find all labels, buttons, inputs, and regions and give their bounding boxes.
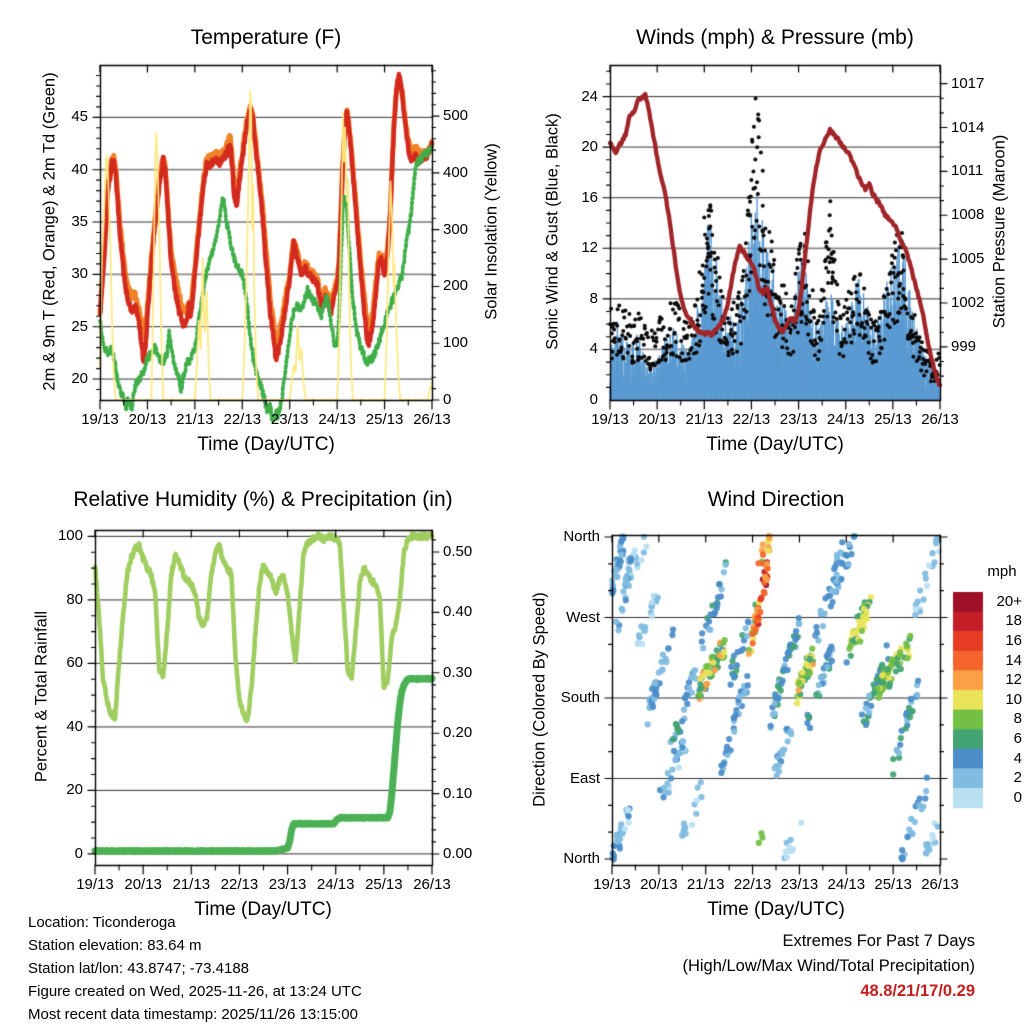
temperature-y-tick-label: 35 <box>71 213 88 231</box>
winds-x-tick-label: 24/13 <box>826 411 865 428</box>
pressure-y-tick-label: 1008 <box>951 206 985 224</box>
temperature-y-tick-label: 25 <box>71 317 88 335</box>
precip-y-tick-label: 0.50 <box>443 543 473 560</box>
pressure-y-axis-title: Station Pressure (Maroon) <box>990 134 1009 329</box>
wind-direction-x-tick-label: 24/13 <box>827 876 866 893</box>
wind-y-tick-label: 8 <box>589 289 598 307</box>
winds-x-tick-label: 23/13 <box>779 411 818 428</box>
winds-x-tick-label: 19/13 <box>591 411 629 428</box>
humidity-y-tick-label: 20 <box>66 781 83 799</box>
winds-x-tick-label: 26/13 <box>921 411 959 428</box>
solar-y-tick-label: 500 <box>443 107 469 125</box>
colorbar-tick-label: 2 <box>1013 769 1022 787</box>
humidity-x-axis-title: Time (Day/UTC) <box>194 899 332 920</box>
solar-y-tick-label: 400 <box>443 163 469 181</box>
winds-x-tick-label: 22/13 <box>732 411 771 428</box>
humidity-y-axis-title: Percent & Total Rainfall <box>32 610 51 783</box>
humidity-y-tick-label: 40 <box>66 717 83 735</box>
colorbar-tick-label: 4 <box>1013 749 1022 767</box>
direction-y-tick-label: West <box>566 608 600 626</box>
precip-y-tick-label: 0.00 <box>443 845 473 862</box>
colorbar-tick-label: 6 <box>1013 730 1022 747</box>
temperature-x-tick-label: 24/13 <box>318 411 356 428</box>
precip-y-tick-label: 0.30 <box>443 663 473 681</box>
wind-y-tick-label: 12 <box>581 239 598 257</box>
temperature-x-tick-label: 22/13 <box>223 411 262 428</box>
extremes-title: Extremes For Past 7 Days <box>782 932 975 950</box>
humidity-x-tick-label: 19/13 <box>76 876 114 893</box>
wind-direction-x-tick-label: 23/13 <box>780 876 819 893</box>
wind-y-tick-label: 24 <box>581 87 598 105</box>
winds-x-tick-label: 25/13 <box>874 411 912 428</box>
humidity-x-tick-label: 26/13 <box>413 876 451 893</box>
wind-direction-chart-title: Wind Direction <box>707 488 845 511</box>
direction-y-tick-label: South <box>560 689 600 706</box>
solar-y-tick-label: 100 <box>443 334 469 352</box>
colorbar-units-label: mph <box>987 563 1017 580</box>
pressure-y-tick-label: 1014 <box>951 118 985 136</box>
direction-y-tick-label: North <box>563 528 600 545</box>
station-location-text: Location: Ticonderoga <box>28 914 176 931</box>
wind-y-tick-label: 20 <box>581 138 598 156</box>
direction-y-tick-label: East <box>569 769 600 787</box>
humidity-x-tick-label: 20/13 <box>124 876 162 893</box>
winds-x-axis-title: Time (Day/UTC) <box>706 434 844 455</box>
pressure-y-tick-label: 1017 <box>951 74 985 92</box>
colorbar-tick-label: 16 <box>1005 632 1022 649</box>
colorbar-tick-label: 10 <box>1005 690 1022 708</box>
wind-direction-x-tick-label: 21/13 <box>686 876 725 893</box>
temperature-x-tick-label: 23/13 <box>270 411 309 428</box>
solar-y-tick-label: 0 <box>443 391 452 408</box>
humidity-x-tick-label: 25/13 <box>365 876 403 893</box>
pressure-y-tick-label: 1011 <box>951 162 984 180</box>
colorbar-tick-label: 20+ <box>996 592 1022 610</box>
precip-y-tick-label: 0.40 <box>443 603 473 621</box>
colorbar-tick-label: 8 <box>1013 710 1022 728</box>
data-timestamp-text: Most recent data timestamp: 2025/11/26 13:15:00 <box>28 1006 358 1023</box>
solar-y-tick-label: 300 <box>443 220 469 238</box>
temperature-x-tick-label: 19/13 <box>81 411 119 428</box>
winds-pressure-chart-title: Winds (mph) & Pressure (mb) <box>636 26 914 49</box>
humidity-precip-chart-title: Relative Humidity (%) & Precipitation (in) <box>73 488 453 511</box>
humidity-y-tick-label: 60 <box>66 654 83 672</box>
winds-x-tick-label: 20/13 <box>638 411 676 428</box>
temperature-y-tick-label: 30 <box>71 265 88 283</box>
pressure-y-tick-label: 999 <box>951 337 977 355</box>
temperature-y-axis-title: 2m & 9m T (Red, Orange) & 2m Td (Green) <box>40 72 59 391</box>
temperature-x-tick-label: 26/13 <box>413 411 451 428</box>
colorbar-tick-label: 12 <box>1005 671 1022 689</box>
pressure-y-tick-label: 1005 <box>951 250 985 268</box>
station-elevation-text: Station elevation: 83.64 m <box>28 937 202 954</box>
wind-direction-x-axis-title: Time (Day/UTC) <box>707 899 845 920</box>
solar-y-tick-label: 200 <box>443 277 469 295</box>
wind-y-tick-label: 0 <box>589 391 598 408</box>
precip-y-tick-label: 0.10 <box>443 784 473 802</box>
humidity-y-tick-label: 80 <box>66 590 83 608</box>
temperature-y-tick-label: 20 <box>71 370 88 388</box>
pressure-y-tick-label: 1002 <box>951 294 985 312</box>
humidity-y-tick-label: 100 <box>57 527 83 545</box>
colorbar-tick-label: 0 <box>1013 788 1022 806</box>
temperature-y-tick-label: 45 <box>71 108 88 126</box>
humidity-x-tick-label: 21/13 <box>172 876 211 893</box>
wind-direction-x-tick-label: 22/13 <box>733 876 772 893</box>
humidity-x-tick-label: 22/13 <box>220 876 259 893</box>
temperature-x-tick-label: 21/13 <box>176 411 214 428</box>
humidity-y-tick-label: 0 <box>74 844 83 862</box>
colorbar-tick-label: 18 <box>1005 612 1022 630</box>
temperature-y-tick-label: 40 <box>71 160 88 178</box>
wind-y-tick-label: 4 <box>589 340 598 358</box>
temperature-x-axis-title: Time (Day/UTC) <box>197 434 335 455</box>
direction-y-axis-title: Direction (Colored By Speed) <box>530 592 549 807</box>
direction-y-tick-label: North <box>563 850 600 867</box>
humidity-x-tick-label: 23/13 <box>268 876 307 893</box>
station-latlon-text: Station lat/lon: 43.8747; -73.4188 <box>28 960 250 977</box>
winds-x-tick-label: 21/13 <box>685 411 724 428</box>
extremes-subtitle: (High/Low/Max Wind/Total Precipitation) <box>682 957 975 975</box>
temperature-chart-title: Temperature (F) <box>190 26 342 49</box>
temperature-x-tick-label: 25/13 <box>365 411 404 428</box>
solar-y-axis-title: Solar Insolation (Yellow) <box>482 143 501 320</box>
precip-y-tick-label: 0.20 <box>443 724 473 742</box>
wind-y-tick-label: 16 <box>581 188 598 206</box>
wind-direction-x-tick-label: 20/13 <box>640 876 678 893</box>
wind-direction-x-tick-label: 19/13 <box>593 876 631 893</box>
colorbar-tick-label: 14 <box>1005 651 1022 669</box>
figure-created-text: Figure created on Wed, 2025-11-26, at 13:24 UTC <box>28 983 362 1000</box>
humidity-x-tick-label: 24/13 <box>316 876 355 893</box>
temperature-x-tick-label: 20/13 <box>128 411 167 428</box>
wind-gust-y-axis-title: Sonic Wind & Gust (Blue, Black) <box>543 113 562 350</box>
wind-direction-x-tick-label: 25/13 <box>874 876 912 893</box>
wind-direction-x-tick-label: 26/13 <box>921 876 959 893</box>
extremes-value: 48.8/21/17/0.29 <box>860 982 975 1000</box>
